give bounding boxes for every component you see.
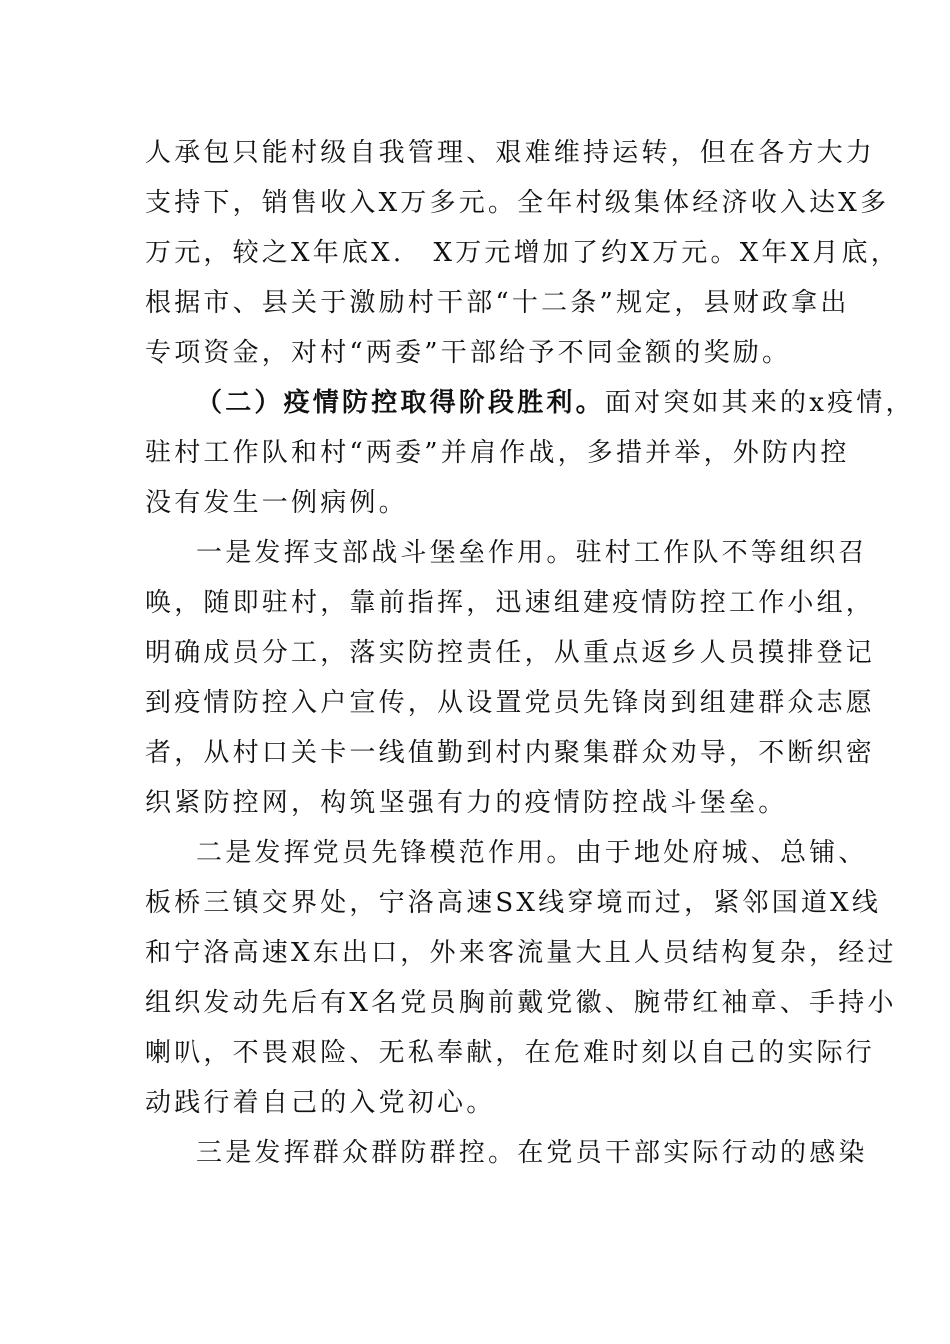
paragraph-line: 板桥三镇交界处，宁洛高速SX线穿境而过，紧邻国道X线 — [145, 888, 882, 918]
paragraph-line: 专项资金，对村“两委”干部给予不同金额的奖励。 — [145, 338, 792, 368]
paragraph-line: 支持下，销售收入X万多元。全年村级集体经济收入达X多 — [145, 188, 890, 218]
paragraph-line: 人承包只能村级自我管理、艰难维持运转，但在各方大力 — [145, 138, 876, 168]
section-heading-line — [196, 386, 915, 420]
paragraph-line: 驻村工作队和村“两委”并肩作战，多措并举，外防内控 — [145, 438, 850, 468]
paragraph-line: 没有发生一例病例。 — [145, 488, 408, 518]
paragraph-line: 和宁洛高速X东出口，外来客流量大且人员结构复杂，经过 — [145, 938, 897, 968]
paragraph-line: 喇叭，不畏艰险、无私奉献，在危难时刻以自己的实际行 — [145, 1038, 876, 1068]
section-heading: （二）疫情防控取得阶段胜利。 — [196, 388, 605, 418]
paragraph-line: 到疫情防控入户宣传，从设置党员先锋岗到组建群众志愿 — [145, 688, 876, 718]
paragraph-line: 动践行着自己的入党初心。 — [145, 1088, 496, 1118]
paragraph-line: 者，从村口关卡一线值勤到村内聚集群众劝导，不断织密 — [145, 738, 876, 768]
paragraph-line: 织紧防控网，构筑坚强有力的疫情防控战斗堡垒。 — [145, 788, 788, 818]
paragraph-line: 万元，较之X年底X. X万元增加了约X万元。X年X月底， — [145, 238, 900, 268]
paragraph-line: 根据市、县关于激励村干部“十二条”规定，县财政拿出 — [145, 288, 850, 318]
heading-continuation: 面对突如其来的x疫情， — [604, 388, 915, 418]
paragraph-line: 一是发挥支部战斗堡垒作用。驻村工作队不等组织召 — [196, 538, 868, 568]
paragraph-line: 唤，随即驻村，靠前指挥，迅速组建疫情防控工作小组， — [145, 588, 876, 618]
paragraph-line: 三是发挥群众群防群控。在党员干部实际行动的感染 — [196, 1138, 868, 1168]
paragraph-line: 二是发挥党员先锋模范作用。由于地处府城、总铺、 — [196, 838, 868, 868]
paragraph-line: 组织发动先后有X名党员胸前戴党徽、腕带红袖章、手持小 — [145, 988, 897, 1018]
paragraph-line: 明确成员分工，落实防控责任，从重点返乡人员摸排登记 — [145, 638, 876, 668]
